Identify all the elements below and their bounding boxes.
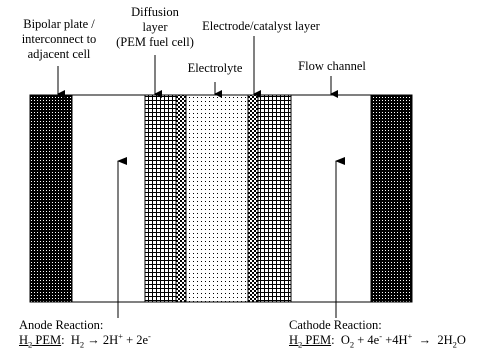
cathode-diffusion-layer — [258, 95, 291, 302]
bipolar-label-line2: interconnect to — [21, 32, 97, 46]
flow-channel-label: Flow channel — [298, 59, 366, 73]
diffusion-layer-label — [105, 5, 205, 50]
diffusion-label-line1: Diffusion — [131, 5, 179, 19]
anode-catalyst-layer — [176, 95, 186, 302]
bipolar-label-line1: Bipolar plate / — [23, 17, 95, 31]
bipolar-label-line3: adjacent cell — [27, 47, 91, 61]
bipolar-plate-label — [6, 17, 112, 62]
diffusion-label-line2: layer — [142, 20, 168, 34]
cathode-prefix-display: $H_2$ PEM — [289, 333, 332, 350]
anode-diffusion-layer — [145, 95, 176, 302]
anode-flow-channel — [72, 95, 145, 302]
diffusion-label-line3: (PEM fuel cell) — [116, 35, 194, 49]
cathode-reaction-equation: $H_2$ PEM: $O_2 + 4e^- +4H^+ \to 2H_2O$ — [289, 330, 466, 350]
anode-reaction-equation: $H_2$ PEM: $H_2 \to 2H^+ + 2e^-$ — [19, 330, 151, 350]
cathode-catalyst-layer — [248, 95, 258, 302]
cathode-reaction-title: Cathode Reaction: — [289, 318, 382, 332]
electrode-label: Electrode/catalyst layer — [202, 19, 320, 33]
electrolyte — [186, 95, 248, 302]
cathode-flow-channel — [291, 95, 371, 302]
anode-prefix-display: $H_2$ PEM — [19, 333, 62, 350]
anode-bipolar-plate — [30, 95, 72, 302]
electrolyte-label: Electrolyte — [187, 61, 243, 75]
anode-reaction-title: Anode Reaction: — [19, 318, 104, 332]
cathode-bipolar-plate — [371, 95, 412, 302]
